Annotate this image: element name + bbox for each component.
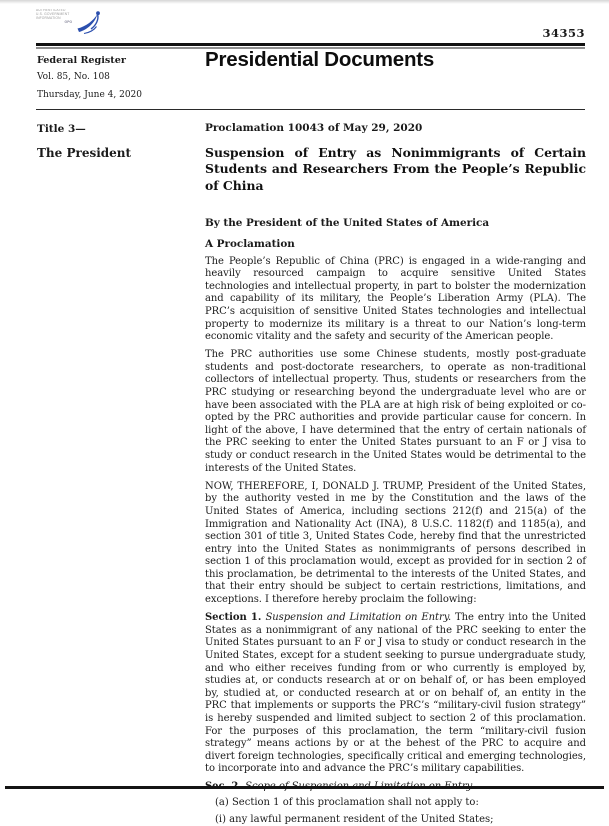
page-number: 34353: [542, 26, 585, 40]
seal-gpo-label: GPO: [64, 20, 73, 24]
paragraph-1: The People’s Republic of China (PRC) is engaged in a wide-ranging and heavily resourced campaign to acquire sensitive United States technologies and intellectual property, in part to bolster the modernization and capability of its military, the People’s Liberation Army (PLA). The PRC’s acquisition of sensitive United States technologies and intellectual property to modernize its military is a threat to our Nation’s long-term economic vitality and the safety and security of the American people.: [205, 255, 586, 343]
section-1-paragraph: [205, 612, 586, 776]
header-rule-thick: [36, 43, 585, 46]
seal-line-1: AUTHENTICATED: [36, 9, 66, 13]
seal-line-2: U.S. GOVERNMENT: [36, 12, 70, 17]
paragraph-3: NOW, THEREFORE, I, DONALD J. TRUMP, President of the United States, by the authority vested in me by the Constitution and the laws of the United States of America, including sections 212(f) and 215(a) of the Immigration and Nationality Act (INA), 8 U.S.C. 1182(f) and 1185(a), and section 301 of title 3, United States Code, hereby find that the unrestricted entry into the United States as nonimmigrants of persons described in section 1 of this proclamation would, except as provided for in section 2 of this proclamation, be detrimental to the interests of the United States, and that their entry should be subject to certain restrictions, limitations, and exceptions. I therefore hereby proclaim the following:: [205, 480, 586, 606]
exception-item-a: (a) Section 1 of this proclamation shall not apply to:: [215, 797, 479, 809]
seal-line-3: INFORMATION: [36, 16, 61, 20]
masthead: [37, 55, 197, 100]
section-banner-title: Presidential Documents: [205, 48, 435, 71]
gpo-authentication-seal: [36, 9, 104, 37]
journal-name: Federal Register: [37, 55, 126, 66]
paragraph-2: The PRC authorities use some Chinese students, mostly post-graduate students and post-doctorate researchers, to operate as non-traditional collectors of intellectual property. Thus, students or researchers from the PRC studying or researching beyond the undergraduate level who are or have been associated with the PLA are at high risk of being exploited or co-opted by the PRC authorities and provide particular cause for concern. In light of the above, I have determined that the entry of certain nationals of the PRC seeking to enter the United States pursuant to an F or J visa to study or conduct research in the United States would be detrimental to the interests of the United States.: [205, 349, 586, 474]
title-3-label: Title 3—: [37, 123, 86, 135]
exception-item-i: (i) any lawful permanent resident of the United States;: [215, 813, 494, 825]
section-1-text: The entry into the United States as a nonimmigrant of any national of the PRC seeking to enter the United States pursuant to an F or J visa to study or conduct research in the United States, except for a student seeking to pursue undergraduate study, and who either receives funding from or who currently is employed by, studies at, or conducts research at or on behalf of, or has been employed by, studied at, or conducted research at or on behalf of, an entity in the PRC that implements or supports the PRC’s “military-civil fusion strategy” is hereby suspended and limited subject to section 2 of this proclamation. For the purposes of this proclamation, the term “military-civil fusion strategy” means actions by or at the behest of the PRC to acquire and divert foreign technologies, specifically critical and emerging technologies, to incorporate into and advance the PRC’s military capabilities.: [205, 612, 586, 775]
margin-column: [37, 123, 187, 160]
proclamation-heading: A Proclamation: [205, 238, 295, 251]
gpo-seal-text: [36, 9, 75, 24]
page-bottom-edge: [5, 786, 604, 789]
gpo-swoosh-icon: [74, 10, 104, 37]
proclamation-number-line: Proclamation 10043 of May 29, 2020: [205, 122, 423, 134]
page-top-shadow: [0, 0, 609, 4]
byline: By the President of the United States of America: [205, 217, 490, 230]
section-1-heading: Suspension and Limitation on Entry.: [265, 612, 456, 624]
volume-line: Vol. 85, No. 108: [37, 72, 110, 82]
document-body: [205, 122, 586, 826]
the-president-label: The President: [37, 146, 132, 160]
masthead-bottom-rule: [36, 109, 585, 110]
section-1-label: Section 1.: [205, 612, 266, 624]
issue-date: Thursday, June 4, 2020: [37, 89, 142, 100]
document-title: Suspension of Entry as Nonimmigrants of Certain Students and Researchers From the People’s Republic of China: [205, 145, 586, 193]
